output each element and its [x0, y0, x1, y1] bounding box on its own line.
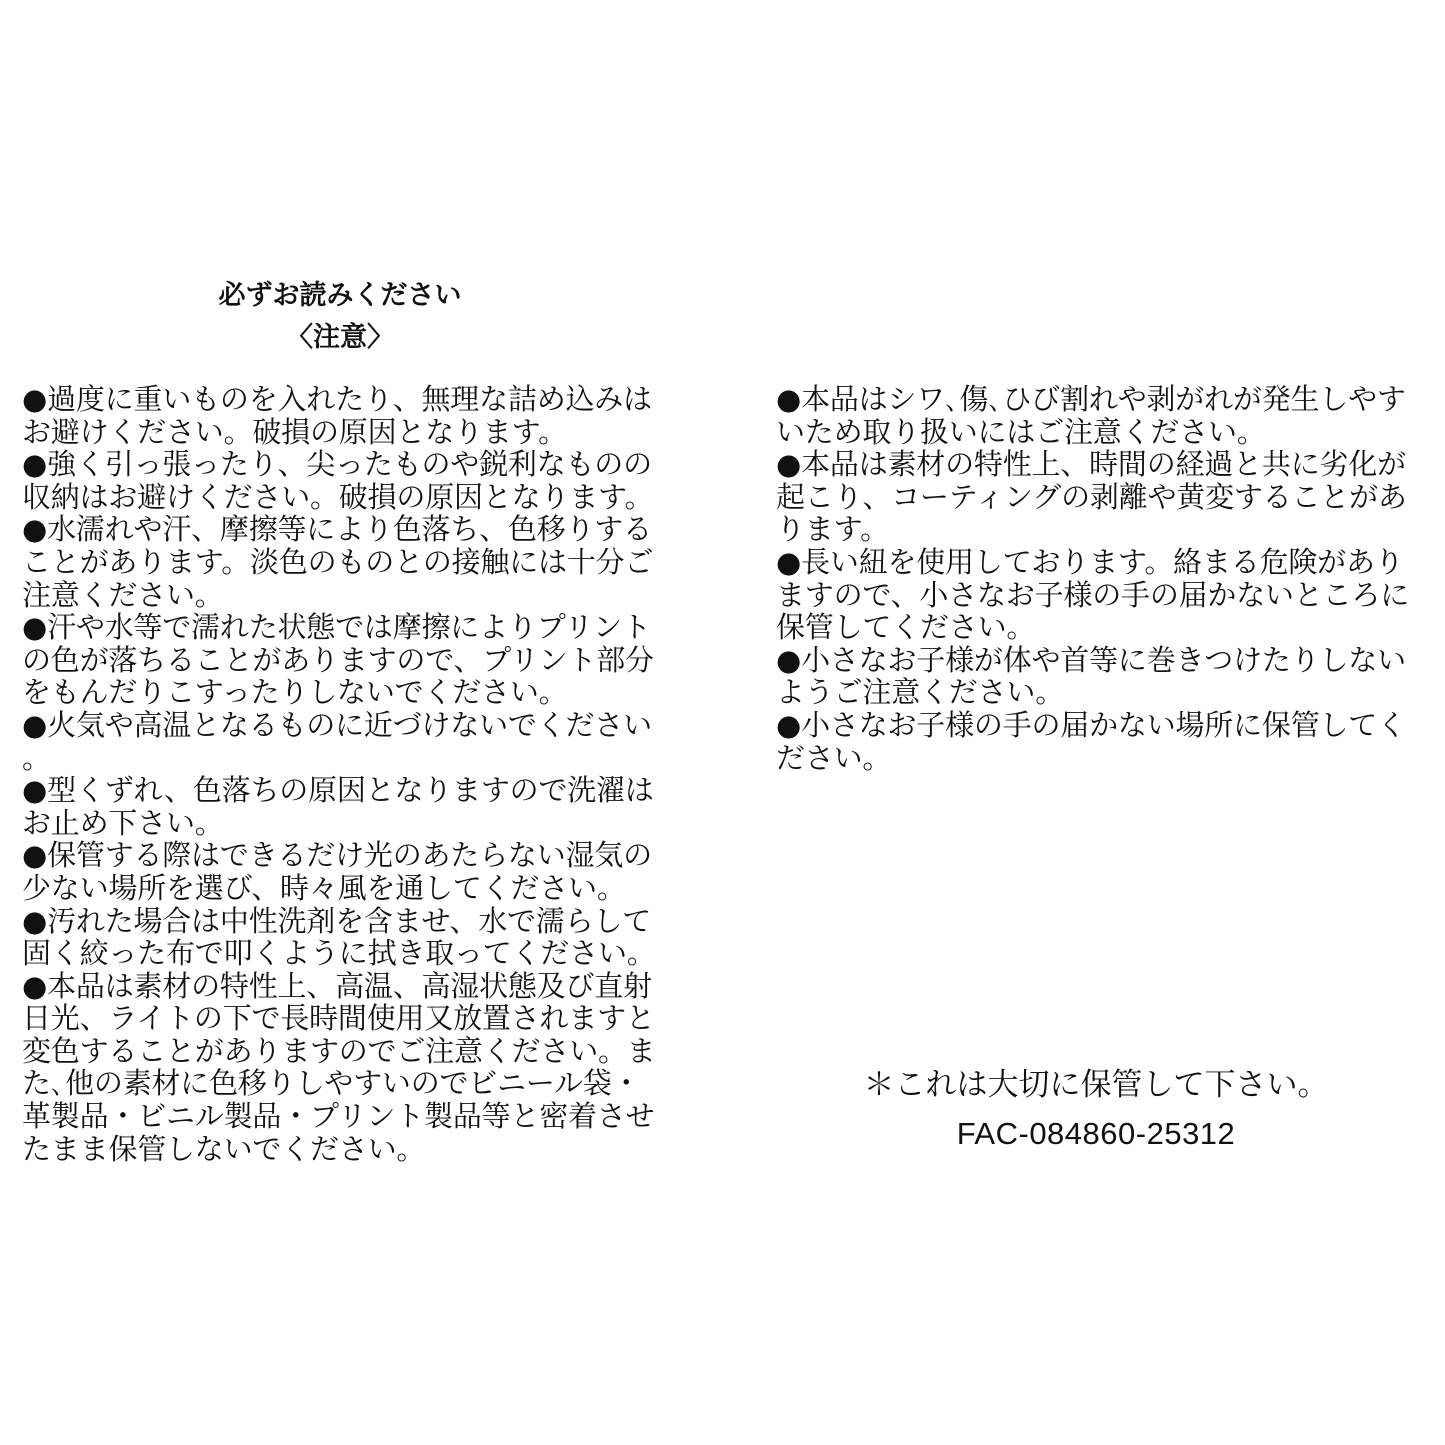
caution-item: ●汗や水等で濡れた状態では摩擦によりプリントの色が落ちることがありますので、プリント部分をもんだりこすったりしないでください。: [22, 610, 654, 710]
notice-title: 必ずお読みください: [218, 280, 462, 311]
caution-item: ●型くずれ、色落ちの原因となりますので洗濯はお止め下さい。: [22, 773, 654, 840]
caution-list-right: [776, 383, 1416, 774]
caution-item: ●本品は素材の特性上、時間の経過と共に劣化が起こり、コーティングの剥離や黄変することがあります。: [776, 447, 1407, 547]
product-code: FAC-084860-25312: [956, 1116, 1236, 1151]
caution-item: ●保管する際はできるだけ光のあたらない湿気の少ない場所を選び、時々風を通してください。: [22, 838, 652, 905]
keep-notice-text: ＊これは大切に保管して下さい。: [863, 1067, 1329, 1103]
caution-item: ●汚れた場合は中性洗剤を含ませ、水で濡らして固く絞った布で叩くように拭き取ってください。: [22, 903, 656, 971]
caution-item: ●過度に重いものを入れたり、無理な詰め込みはお避けください。破損の原因となります。: [22, 382, 652, 449]
caution-list-left: [22, 383, 662, 1165]
caution-item: ●強く引っ張ったり、尖ったものや鋭利なものの収納はお避けください。破損の原因となります。: [22, 447, 654, 514]
caution-item: ●本品は素材の特性上、高温、高湿状態及び直射日光、ライトの下で長時間使用又放置されますと変色することがありますのでご注意ください。また､他の素材に色移りしやすいのでビニール袋・革製品・ビニル製品・プリント製品等と密着させたまま保管しないでください。: [22, 968, 656, 1166]
caution-item: ●火気や高温となるものに近づけないでください。: [22, 707, 652, 775]
caution-item: ●長い紐を使用しております。絡まる危険がありますので、小さなお子様の手の届かないところに保管してください。: [776, 544, 1410, 645]
caution-item: ●水濡れや汗、摩擦等により色落ち、色移りすることがあります。淡色のものとの接触には十分ご注意ください。: [22, 512, 654, 612]
caution-item: ●本品はシワ､傷､ひび割れや剥がれが発生しやすいため取り扱いにはご注意ください。: [776, 382, 1406, 449]
caution-item: ●小さなお子様の手の届かない場所に保管してください。: [776, 707, 1406, 775]
notice-subtitle: 〈注意〉: [286, 322, 394, 353]
caution-item: ●小さなお子様が体や首等に巻きつけたりしないようご注意ください。: [776, 642, 1406, 710]
